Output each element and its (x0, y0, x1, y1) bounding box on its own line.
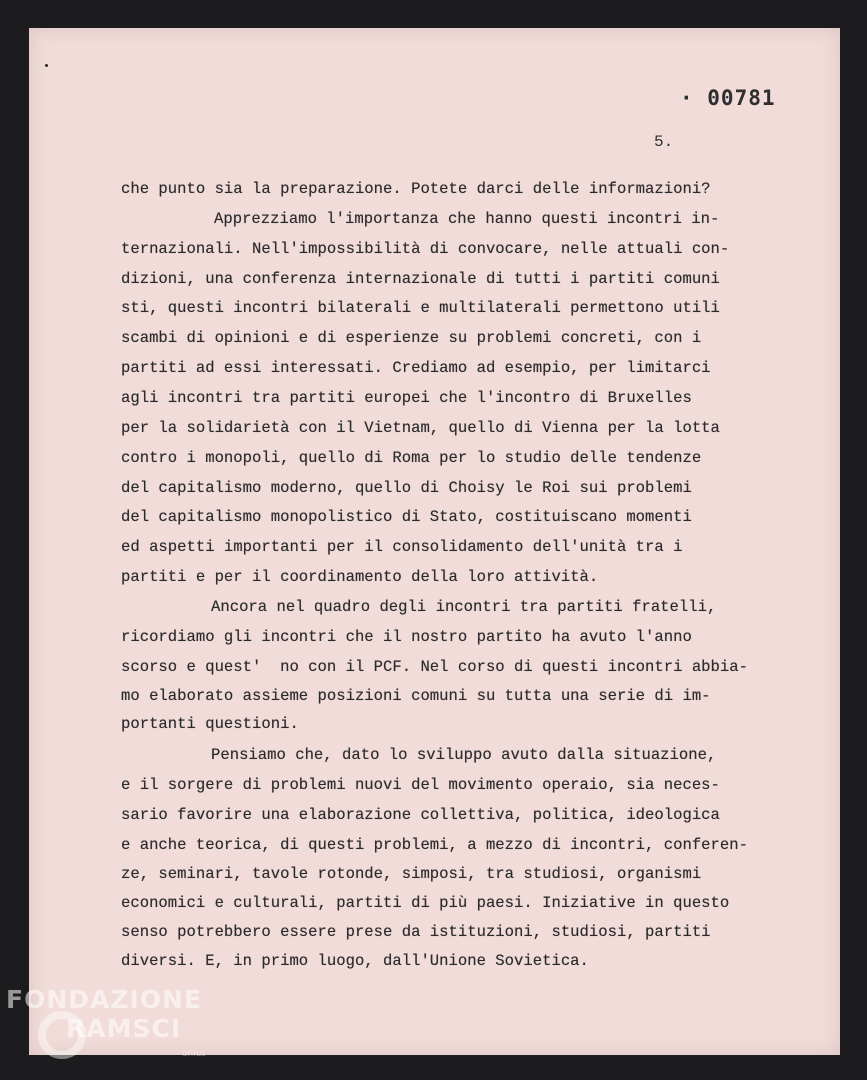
text-line: contro i monopoli, quello di Roma per lo studio delle tendenze (121, 449, 702, 467)
text-line: agli incontri tra partiti europei che l'incontro di Bruxelles (121, 389, 692, 407)
text-line: Ancora nel quadro degli incontri tra partiti fratelli, (211, 598, 717, 616)
watermark-line-1: FONDAZIONE (6, 985, 203, 1014)
text-line: che punto sia la preparazione. Potete darci delle informazioni? (121, 180, 711, 198)
fondazione-gramsci-watermark (6, 985, 207, 1059)
text-line: scorso e quest' no con il PCF. Nel corso di questi incontri abbia- (121, 658, 748, 676)
text-line: del capitalismo moderno, quello di Choisy le Roi sui problemi (121, 479, 692, 497)
text-line: partiti e per il coordinamento della loro attività. (121, 568, 599, 586)
text-line: mo elaborato assieme posizioni comuni su tutta una serie di im- (121, 687, 711, 705)
text-line: ed aspetti importanti per il consolidamento dell'unità tra i (121, 538, 683, 556)
page-number: 5. (654, 133, 674, 151)
text-line: dizioni, una conferenza internazionale di tutti i partiti comuni (121, 270, 720, 288)
text-line: Apprezziamo l'importanza che hanno questi incontri in- (214, 210, 720, 228)
watermark-onlus: onlus (182, 1049, 207, 1059)
text-line: sti, questi incontri bilaterali e multilaterali permettono utili (121, 299, 720, 317)
text-line: senso potrebbero essere prese da istituzioni, studiosi, partiti (121, 923, 711, 941)
text-line: Pensiamo che, dato lo sviluppo avuto dalla situazione, (211, 746, 717, 764)
text-line: diversi. E, in primo luogo, dall'Unione Sovietica. (121, 952, 589, 970)
archive-number: · 00781 (680, 86, 776, 110)
text-line: ze, seminari, tavole rotonde, simposi, tra studiosi, organismi (121, 865, 702, 883)
text-line: partiti ad essi interessati. Crediamo ad esempio, per limitarci (121, 359, 711, 377)
watermark-g-logo (38, 1011, 86, 1059)
text-line: del capitalismo monopolistico di Stato, costituiscano momenti (121, 508, 692, 526)
text-line: scambi di opinioni e di esperienze su problemi concreti, con i (121, 329, 702, 347)
watermark-line-2: RAMSCI (66, 1014, 182, 1043)
text-line: portanti questioni. (121, 715, 299, 733)
text-line: sario favorire una elaborazione collettiva, politica, ideologica (121, 806, 720, 824)
text-line: e anche teorica, di questi problemi, a mezzo di incontri, conferen- (121, 836, 748, 854)
text-line: per la solidarietà con il Vietnam, quello di Vienna per la lotta (121, 419, 720, 437)
text-line: e il sorgere di problemi nuovi del movimento operaio, sia neces- (121, 776, 720, 794)
text-line: ternazionali. Nell'impossibilità di convocare, nelle attuali con- (121, 240, 730, 258)
text-line: economici e culturali, partiti di più paesi. Iniziative in questo (121, 894, 730, 912)
text-line: ricordiamo gli incontri che il nostro partito ha avuto l'anno (121, 628, 692, 646)
